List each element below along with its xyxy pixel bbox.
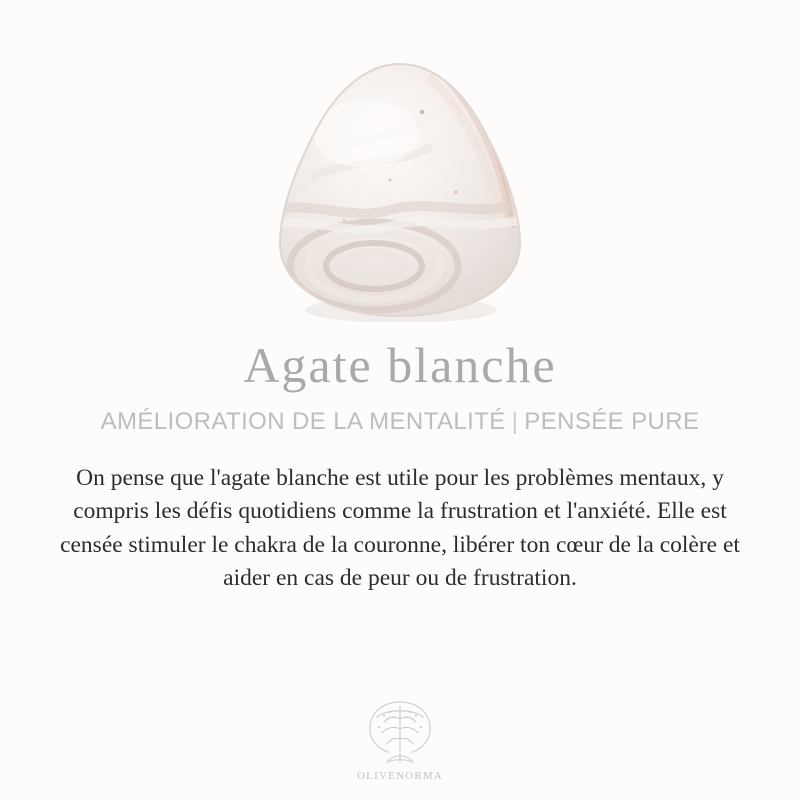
subtitle [101, 408, 700, 436]
brand-name: OLIVENORMA [357, 770, 443, 782]
stone-image-container [0, 0, 800, 330]
description-text: On pense que l'agate blanche est utile pour les problèmes mentaux, y compris les défis quotidiens comme la frustration et l'anxiété. Elle est censée stimuler le chakra de la couronne, libérer ton cœur de la colère et aider en cas de peur ou de frustration. [60, 465, 740, 592]
brand-footer [0, 697, 800, 782]
subtitle-right-text: PENSÉE PURE [524, 408, 700, 435]
subtitle-separator: | [511, 408, 519, 435]
white-agate-stone-image [270, 60, 530, 322]
subtitle-left-text: AMÉLIORATION DE LA MENTALITÉ [100, 408, 506, 435]
page-title: Agate blanche [243, 337, 557, 393]
tree-of-life-icon [357, 697, 443, 769]
